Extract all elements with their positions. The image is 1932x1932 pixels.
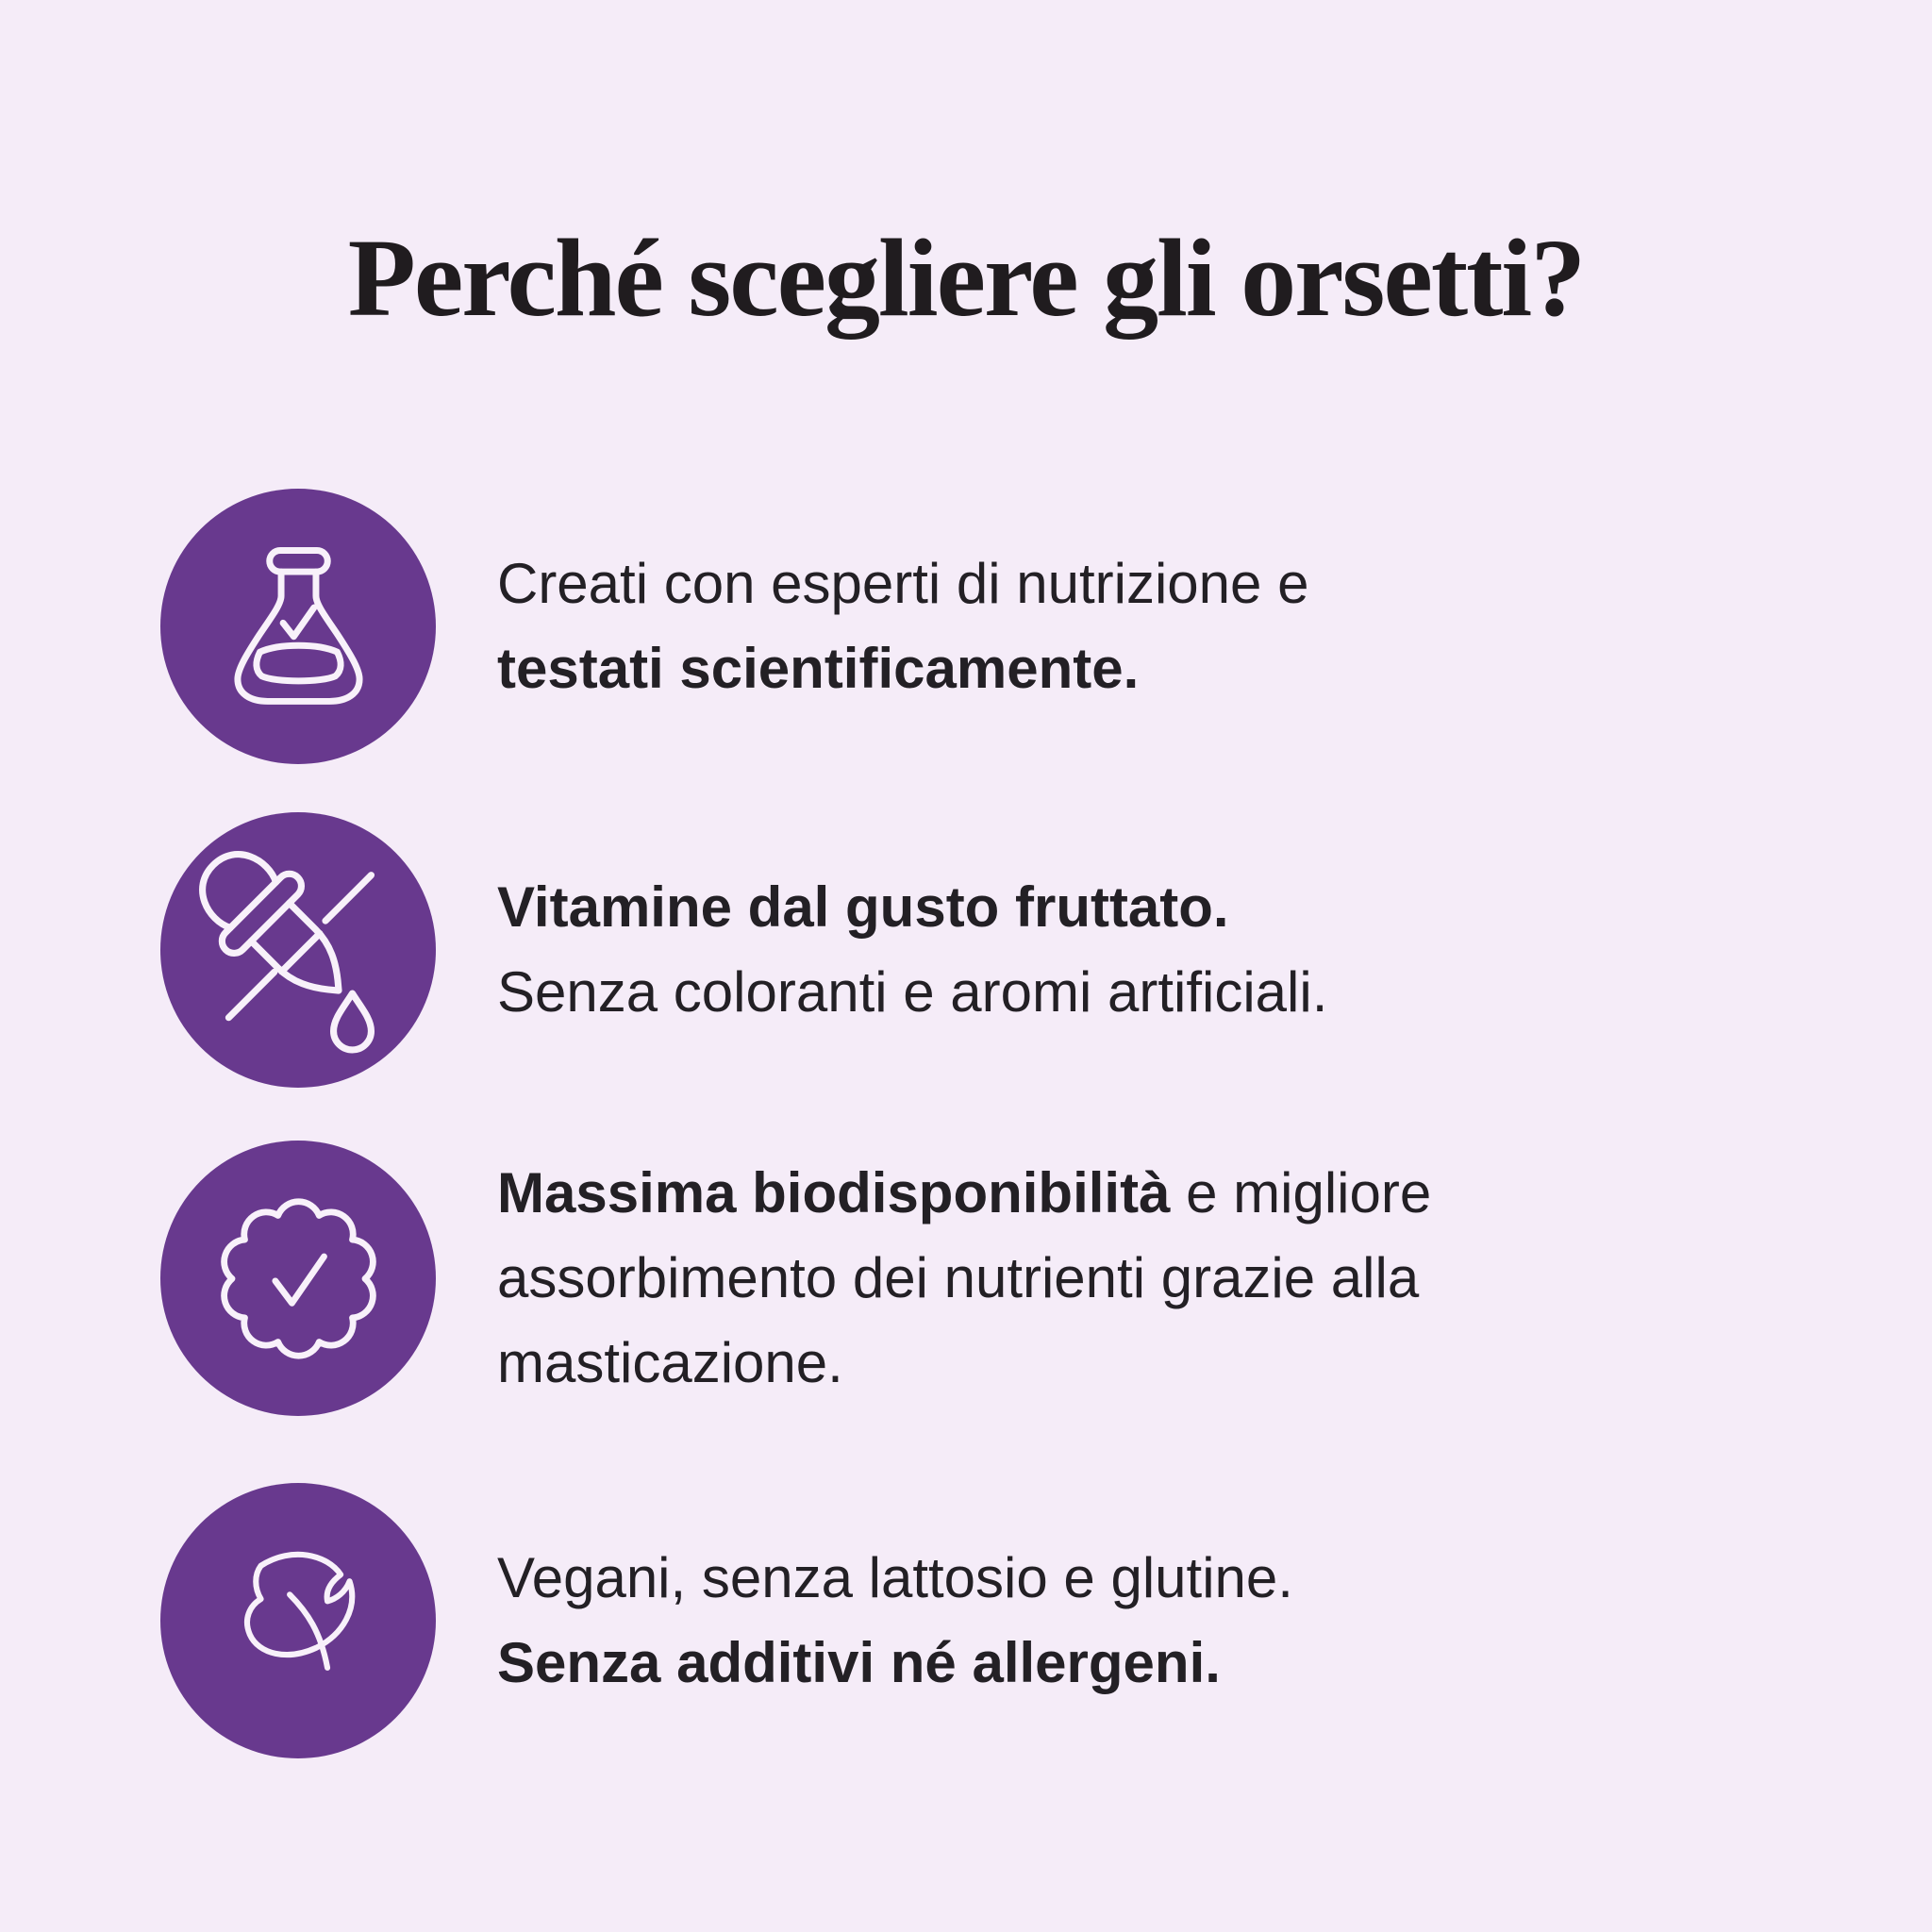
benefit-row xyxy=(160,1141,1431,1416)
benefit-row xyxy=(160,1483,1293,1758)
benefit-icon-circle xyxy=(160,489,436,764)
benefit-icon-circle xyxy=(160,812,436,1088)
page-title: Perché scegliere gli orsetti? xyxy=(347,216,1585,340)
flask-check-icon xyxy=(202,530,395,724)
leaf-icon xyxy=(188,1510,409,1732)
benefit-row xyxy=(160,489,1308,764)
quality-badge-check-icon xyxy=(188,1168,409,1390)
benefit-icon-circle xyxy=(160,1483,436,1758)
benefit-text: Creati con esperti di nutrizione e testati scientificamente. xyxy=(497,552,1309,700)
benefit-text: Massima biodisponibilità e migliore assorbimento dei nutrienti grazie alla masticazione. xyxy=(497,1161,1432,1394)
benefit-text: Vitamine dal gusto fruttato. Senza coloranti e aromi artificiali. xyxy=(497,875,1328,1024)
benefit-text: Vegani, senza lattosio e glutine. Senza additivi né allergeni. xyxy=(497,1546,1293,1694)
benefit-icon-circle xyxy=(160,1141,436,1416)
dropper-crossed-icon xyxy=(164,816,433,1085)
benefit-row xyxy=(160,812,1327,1088)
